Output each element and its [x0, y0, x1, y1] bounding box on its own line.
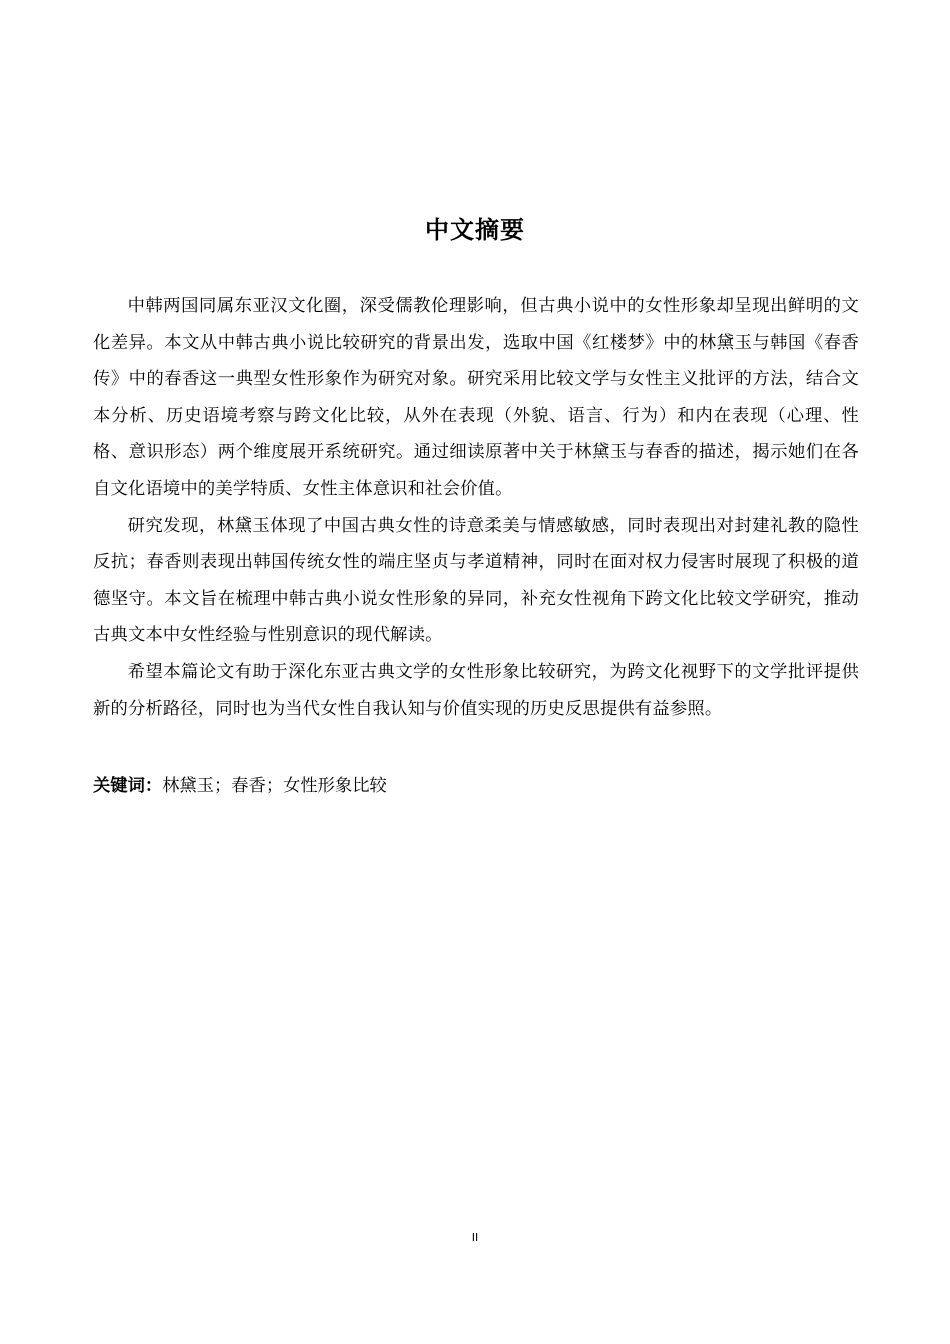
keywords-label: 关键词：	[93, 776, 163, 796]
keywords-line	[93, 770, 859, 802]
page-number: II	[471, 1231, 479, 1244]
abstract-paragraph-2: 研究发现，林黛玉体现了中国古典女性的诗意柔美与情感敏感，同时表现出对封建礼教的隐性反抗；春香则表现出韩国传统女性的端庄坚贞与孝道精神，同时在面对权力侵害时展现了积极的道德坚守。本文旨在梳理中韩古典小说女性形象的异同，补充女性视角下跨文化比较文学研究，推动古典文本中女性经验与性别意识的现代解读。	[93, 515, 859, 646]
abstract-paragraph-1: 中韩两国同属东亚汉文化圈，深受儒教伦理影响，但古典小说中的女性形象却呈现出鲜明的文化差异。本文从中韩古典小说比较研究的背景出发，选取中国《红楼梦》中的林黛玉与韩国《春香传》中的春香这一典型女性形象作为研究对象。研究采用比较文学与女性主义批评的方法，结合文本分析、历史语境考察与跨文化比较，从外在表现（外貌、语言、行为）和内在表现（心理、性格、意识形态）两个维度展开系统研究。通过细读原著中关于林黛玉与春香的描述，揭示她们在各自文化语境中的美学特质、女性主体意识和社会价值。	[93, 296, 859, 499]
abstract-paragraph-3: 希望本篇论文有助于深化东亚古典文学的女性形象比较研究，为跨文化视野下的文学批评提供新的分析路径，同时也为当代女性自我认知与价值实现的历史反思提供有益参照。	[93, 661, 859, 719]
abstract-title: 中文摘要	[425, 216, 525, 244]
keywords-text: 林黛玉；春香；女性形象比较	[162, 776, 387, 796]
abstract-body	[93, 288, 859, 727]
